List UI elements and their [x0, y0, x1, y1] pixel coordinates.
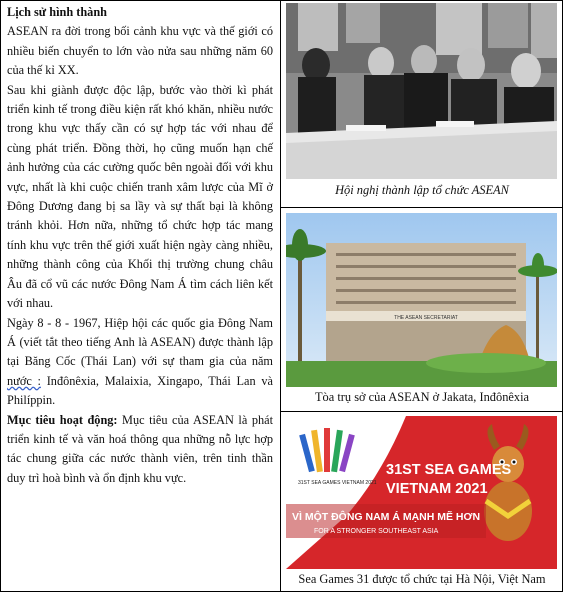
- headquarters-photo: [286, 213, 557, 387]
- seagames-title-2: VIETNAM 2021: [386, 481, 488, 497]
- photo-cell-seagames: [281, 411, 563, 593]
- section-title: Lịch sử hình thành: [7, 5, 107, 19]
- seagames-poster: [286, 416, 557, 569]
- founding-text-underlined: nước :: [7, 373, 41, 388]
- paragraph-context: ASEAN ra đời trong bối cảnh khu vực và thế giới có nhiều biến chuyển to lớn vào nửa sau những năm 60 của thế kỉ XX.: [7, 24, 273, 78]
- seagames-slogan: VÌ MỘT ĐÔNG NAM Á MẠNH MẼ HƠN: [292, 511, 481, 523]
- seagames-logo-text: 31ST SEA GAMES VIETNAM 2021: [298, 480, 377, 486]
- conference-photo: [286, 3, 557, 179]
- goals-text: Mục tiêu của ASEAN là phát triển kinh tế và văn hoá thông qua những nỗ lực hợp tác chung giữa các nước thành viên, trên tinh thần duy trì hoà bình và ổn định khu vực.: [7, 412, 273, 485]
- founding-text-a: Ngày 8 - 8 - 1967, Hiệp hội các quốc gia Đông Nam Á (viết tắt theo tiếng Anh là ASEAN) được thành lập tại Băng Cốc (Thái Lan) với sự tham gia của năm: [7, 315, 273, 369]
- caption-headquarters: Tòa trụ sở của ASEAN ở Jakata, Inđônêxia: [314, 390, 530, 404]
- caption-seagames: Sea Games 31 được tổ chức tại Hà Nội, Việt Nam: [298, 572, 546, 586]
- photo-cell-conference: [281, 0, 563, 206]
- photo-cell-headquarters: [281, 207, 563, 411]
- founding-text-b: Inđônêxia, Malaixia, Xingapo, Thái Lan và Philíppin.: [7, 373, 273, 408]
- paragraph-reasons: Sau khi giành được độc lập, bước vào thời kì phát triển kinh tế trong điều kiện rất khó khăn, nhiều nước trong khu vực thấy cần có sự hợp tác với nhau để cùng phát triển. Đồng thời, họ cũng muốn hạn chế ảnh hưởng của các cường quốc bên ngoài đối với khu vực, nhất là khi cuộc chiến tranh xâm lược của Mĩ ở Đông Dương đang bị sa lầy và sự thất bại là không tránh khỏi. Hơn nữa, những tổ chức hợp tác mang tính khu vực trên thế giới xuất hiện ngày càng nhiều, những thành công của Khối thị trường chung châu Âu đã cổ vũ các nước Đông Nam Á tìm cách liên kết với nhau.: [7, 82, 273, 311]
- seagames-title-1: 31ST SEA GAMES: [386, 462, 512, 478]
- caption-conference: Hội nghị thành lập tổ chức ASEAN: [335, 183, 509, 197]
- history-text-column: [7, 3, 273, 488]
- goals-label: Mục tiêu hoạt động:: [7, 412, 118, 427]
- building-sign-text: THE ASEAN SECRETARIAT: [394, 315, 458, 321]
- seagames-slogan-en: FOR A STRONGER SOUTHEAST ASIA: [314, 528, 439, 535]
- paragraph-founding: [7, 314, 273, 411]
- paragraph-goals: [7, 411, 273, 489]
